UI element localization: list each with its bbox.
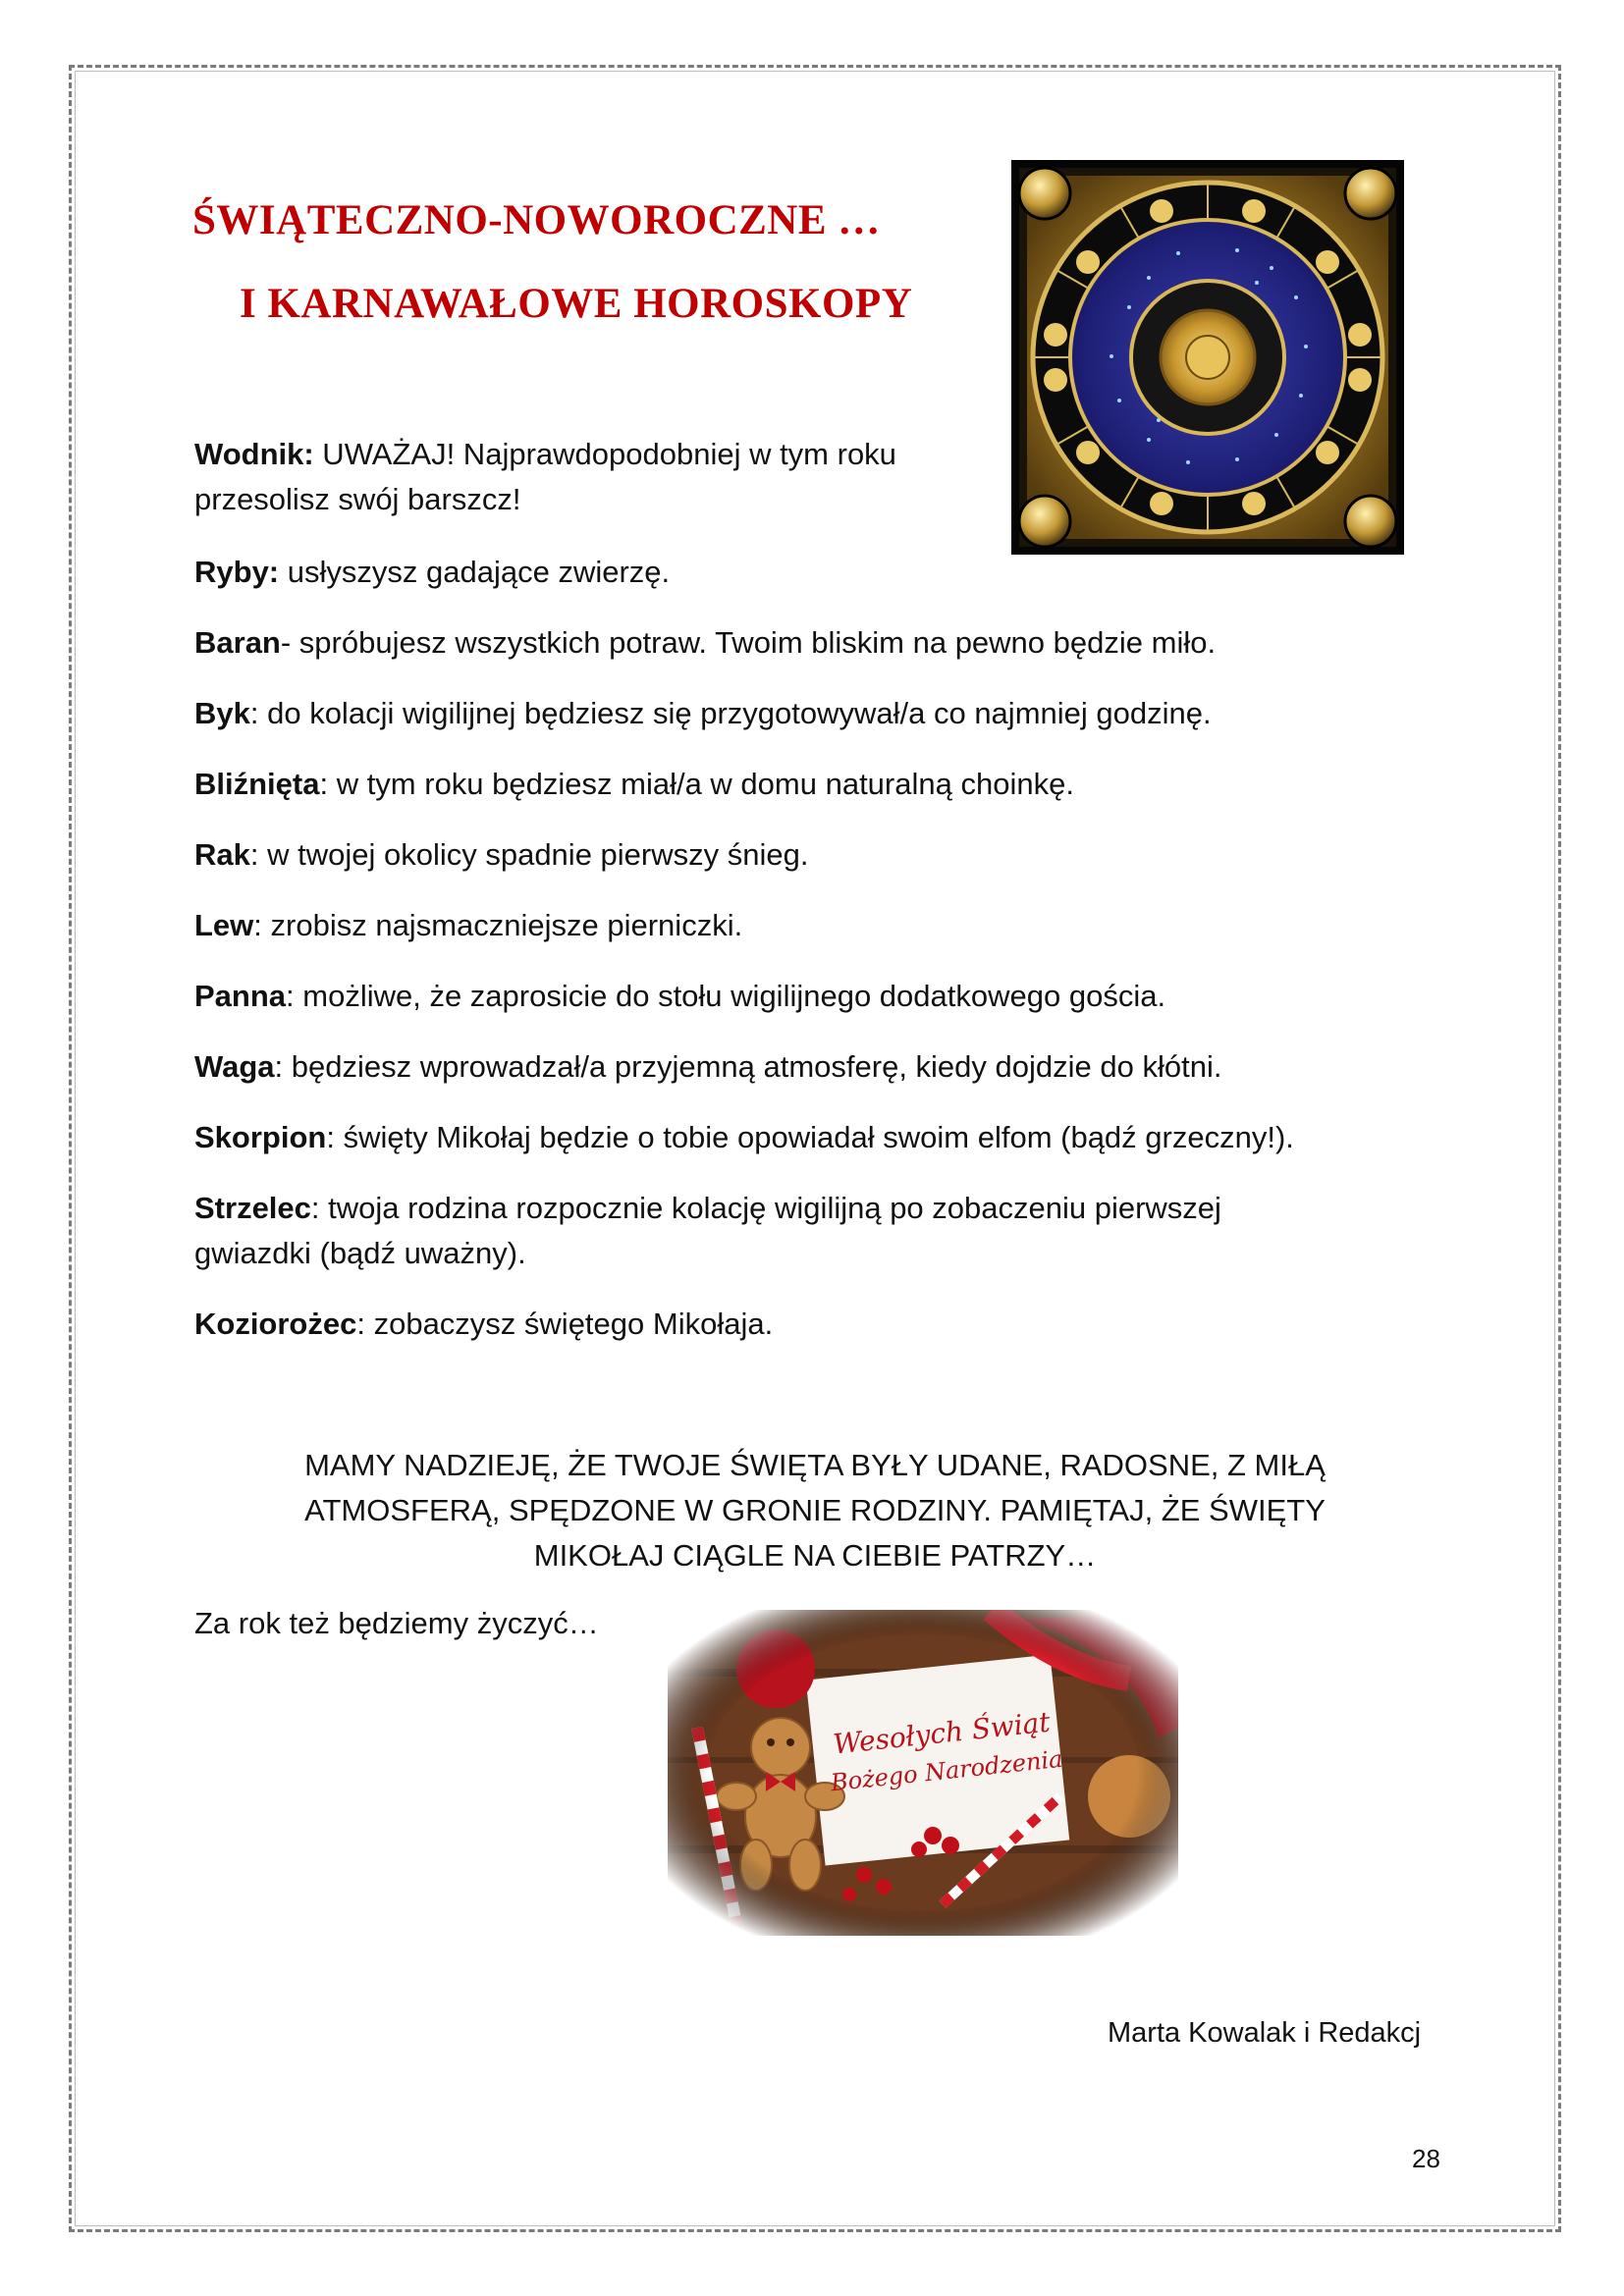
sign-label: Skorpion [194, 1120, 327, 1154]
christmas-card-image [668, 1610, 1178, 1936]
closing-message [226, 1443, 1404, 1578]
sign-label: Koziorożec [194, 1307, 357, 1341]
page-title-line2: I KARNAWAŁOWE HOROSKOPY [240, 281, 913, 327]
sign-label: Waga [194, 1049, 275, 1084]
entry-text: : w twojej okolicy spadnie pierwszy śnieg. [249, 837, 809, 872]
entry-waga [194, 1044, 1412, 1090]
entry-text: - spróbujesz wszystkich potraw. Twoim bliskim na pewno będzie miło. [280, 625, 1217, 660]
entry-text: : do kolacji wigilijnej będziesz się przygotowywał/a co najmniej godzinę. [249, 696, 1212, 730]
entry-text: : zrobisz najsmaczniejsze pierniczki. [253, 908, 743, 942]
entry-panna [194, 974, 1412, 1019]
entry-blizieta [194, 762, 1412, 807]
entry-text-cont: przesolisz swój barszcz! [194, 482, 521, 516]
entry-text: : twoja rodzina rozpocznie kolację wigilijną po zobaczeniu pierwszej [310, 1191, 1221, 1225]
sign-label: Bliźnięta [194, 767, 320, 801]
entry-lew [194, 903, 1412, 948]
entry-text: : święty Mikołaj będzie o tobie opowiadał swoim elfom (bądź grzeczny!). [326, 1120, 1294, 1154]
sign-label: Byk [194, 696, 250, 730]
page-number: 28 [1412, 2144, 1440, 2173]
closing-line: ATMOSFERĄ, SPĘDZONE W GRONIE RODZINY. PAMIĘTAJ, ŻE ŚWIĘTY [304, 1493, 1326, 1527]
entry-text: : w tym roku będziesz miał/a w domu naturalną choinkę. [319, 767, 1074, 801]
entry-ryby [194, 550, 1412, 595]
sign-label: Rak [194, 837, 250, 872]
sign-label: Strzelec [194, 1191, 311, 1225]
sign-label: Ryby: [194, 555, 280, 589]
wishes-text: Za rok też będziemy życzyć… [194, 1606, 599, 1640]
entry-text: usłyszysz gadające zwierzę. [279, 555, 671, 589]
author-credit: Marta Kowalak i Redakcj [1108, 2017, 1422, 2049]
entry-koziorozec [194, 1302, 1412, 1347]
closing-line: MAMY NADZIEJĘ, ŻE TWOJE ŚWIĘTA BYŁY UDANE, RADOSNE, Z MIŁĄ [304, 1448, 1326, 1482]
entry-text-cont: gwiazdki (bądź uważny). [194, 1236, 526, 1270]
entry-text: UWAŻAJ! Najprawdopodobniej w tym roku [313, 437, 896, 471]
entry-text: : będziesz wprowadzał/a przyjemną atmosferę, kiedy dojdzie do kłótni. [274, 1049, 1222, 1084]
entry-strzelec [194, 1186, 1412, 1276]
zodiac-wheel-image [1011, 160, 1404, 555]
closing-line: MIKOŁAJ CIĄGLE NA CIEBIE PATRZY… [533, 1538, 1097, 1573]
entry-text: : możliwe, że zaprosicie do stołu wigilijnego dodatkowego gościa. [286, 979, 1166, 1013]
entry-baran [194, 620, 1412, 666]
sign-label: Panna [194, 979, 287, 1013]
entry-text: : zobaczysz świętego Mikołaja. [356, 1307, 774, 1341]
entry-wodnik [194, 432, 980, 522]
sign-label: Baran [194, 625, 281, 660]
page-title-line1: ŚWIĄTECZNO-NOWOROCZNE … [192, 197, 881, 243]
entry-byk [194, 691, 1412, 736]
entry-rak [194, 832, 1412, 878]
entry-skorpion [194, 1115, 1412, 1160]
sign-label: Wodnik: [194, 437, 314, 471]
sign-label: Lew [194, 908, 254, 942]
